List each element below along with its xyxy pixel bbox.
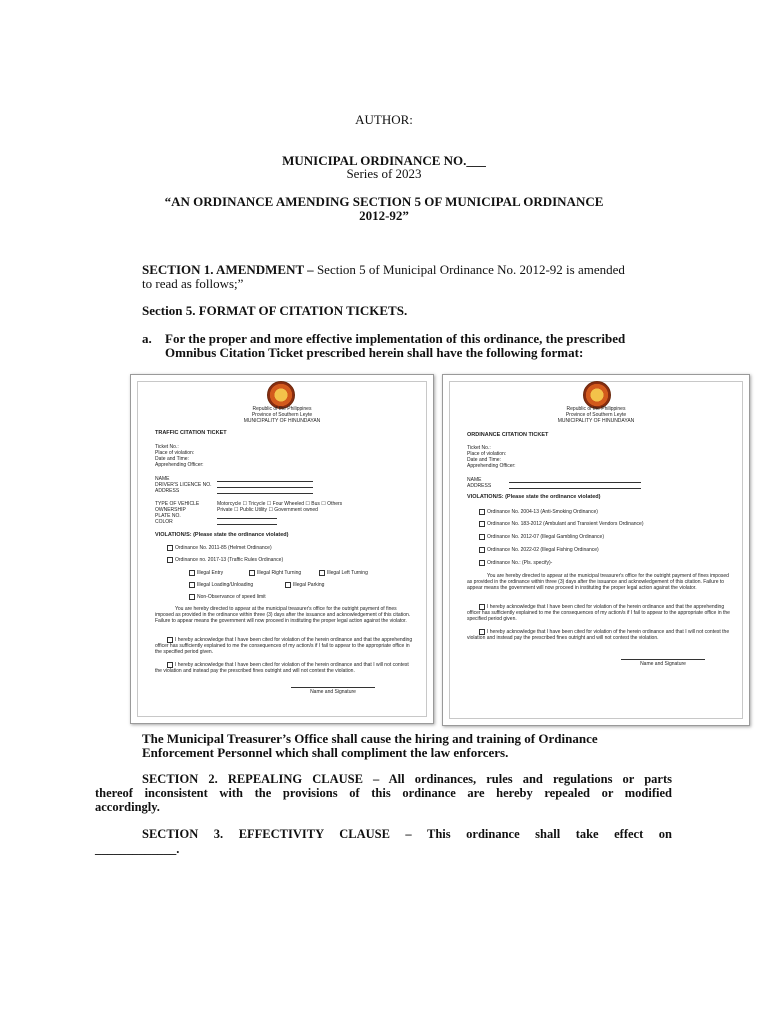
ticket-republic: Republic of the Philippines [252,406,312,412]
checkbox-icon [319,570,325,576]
ticket-ordinance-option: Ordinance No. 183-2012 (Ambulant and Transient Vendors Ordinance) [487,521,644,527]
ticket-vehicle-label: TYPE OF VEHICLE [155,501,200,507]
ticket-directive: You are hereby directed to appear at the municipal treasurer's office for the outright payment of fines imposed as provided in the ordinance within three (3) days after the issuance and acknowledgement of this citation. Failure to appear means the government will now proceed in instituting the proper legal action against the violator. [467,573,729,591]
ticket-ordinance-option: Ordinance No. 2012-07 (Illegal Gambling Ordinance) [487,534,605,540]
section1-text-line2: to read as follows;” [142,276,244,291]
ticket-sub-option: Illegal Right Turning [257,570,302,576]
ticket-title: ORDINANCE CITATION TICKET [467,432,549,438]
ticket-vehicle-types: Motorcycle ☐ Tricycle ☐ Four Wheeled ☐ Bus ☐ Others [217,501,343,507]
ticket-ordinance-option: Ordinance No.: (Pls. specify)- [487,560,553,566]
ordinance-title-line1: “AN ORDINANCE AMENDING SECTION 5 OF MUNICIPAL ORDINANCE [164,194,604,209]
checkbox-icon [479,521,485,527]
item-a-line1: For the proper and more effective implementation of this ordinance, the prescribed [165,331,626,346]
section3-line2: _____________. [95,842,180,856]
ticket-sub-option: Illegal Parking [293,582,325,588]
ticket-field: Place of violation: [467,451,507,457]
ticket-field: Ticket No.: [155,444,179,450]
ticket-signature-label: Name and Signature [310,689,356,695]
ticket-province: Province of Southern Leyte [565,412,627,418]
checkbox-icon [167,545,173,551]
ticket-sub-option: Illegal Left Turning [327,570,368,576]
ticket-field: Date and Time: [467,457,501,463]
ticket-province: Province of Southern Leyte [251,412,313,418]
municipal-seal-icon [583,381,611,409]
ordinance-title-line2: 2012-92” [359,208,409,223]
ticket-directive: You are hereby directed to appear at the municipal treasurer's office for the outright payment of fines imposed as provided in the ordinance within three (3) days after the issuance and acknowledgement of this citation. Failure to appear means the government will now proceed in instituting the proper legal action against the violator. [155,606,411,624]
ticket-ordinance-option: Ordinance No. 2022-02 (Illegal Fishing Ordinance) [487,547,599,553]
ticket-acknowledgement: I hereby acknowledge that I have been cited for violation of the herein ordinance and that the apprehending officer has sufficiently explained to me the consequences of my action/s if I fail to appear to the appropriate office in the specified period given. [467,604,730,622]
ticket-acknowledgement: I hereby acknowledge that I have been cited for violation of the herein ordinance and that the apprehending officer has sufficiently explained to me the consequences of my action/s if I fail to appear to the appropriate office in the specified period given. [155,637,413,655]
ticket-info-label: ADDRESS [155,488,180,494]
ticket-violations-heading: VIOLATION/S: (Please state the ordinance violated) [155,532,289,538]
ticket-ordinance-option: Ordinance no. 2017-13 (Traffic Rules Ordinance) [175,557,284,563]
checkbox-icon [479,560,485,566]
ticket-sub-option: Illegal Entry [197,570,224,576]
ticket-municipality: MUNICIPALITY OF HINUNDAYAN [243,418,321,424]
checkbox-icon [479,547,485,553]
ticket-field: Ticket No.: [467,445,491,451]
ticket-info-label: NAME [467,477,482,483]
ticket-info-label: DRIVER'S LICENCE NO. [155,482,212,488]
ticket-vehicle-label: COLOR [155,519,173,525]
traffic-citation-ticket-image [130,374,434,724]
ticket-vehicle-label: OWNERSHIP [155,507,186,513]
treasurer-note-line2: Enforcement Personnel which shall compliment the law enforcers. [142,745,509,760]
checkbox-icon [285,582,291,588]
ticket-sub-option: Illegal Loading/Unloading [197,582,254,588]
ticket-acknowledgement: I hereby acknowledge that I have been cited for violation of the herein ordinance and that I will not contest the violation and instead pay the prescribed fines outright and will not contest the violation. [467,629,730,641]
ticket-ordinance-option: Ordinance No. 2011-85 (Helmet Ordinance) [175,545,272,551]
section1-text-line1: Section 5 of Municipal Ordinance No. 2012-92 is amended [313,262,625,277]
checkbox-icon [479,509,485,515]
ticket-field: Apprehending Officer: [155,462,204,468]
ticket-field: Apprehending Officer: [467,463,516,469]
section5-heading: Section 5. FORMAT OF CITATION TICKETS. [142,303,408,318]
ticket-field: Place of violation: [155,450,195,456]
section2-line2: thereof inconsistent with the provisions of this ordinance are hereby repealed or modified [95,786,672,800]
ticket-vehicle-label: PLATE NO. [155,513,181,519]
ticket-municipality: MUNICIPALITY OF HINUNDAYAN [557,418,635,424]
section2-line1: SECTION 2. REPEALING CLAUSE – All ordinances, rules and regulations or parts [142,772,672,786]
checkbox-icon [189,582,195,588]
item-a-marker: a. [142,331,152,346]
checkbox-icon [167,557,173,563]
checkbox-icon [479,534,485,540]
ordinance-citation-ticket-image [442,374,750,726]
ticket-republic: Republic of the Philippines [566,406,626,412]
checkbox-icon [189,594,195,600]
section2-line3: accordingly. [95,800,160,814]
ticket-ordinance-option: Ordinance No. 2004-13 (Anti-Smoking Ordinance) [487,509,598,515]
author-label: AUTHOR: [355,112,413,127]
ticket-title: TRAFFIC CITATION TICKET [155,430,227,436]
ticket-info-label: ADDRESS [467,483,492,489]
section3-line1: SECTION 3. EFFECTIVITY CLAUSE – This ordinance shall take effect on [142,827,672,841]
ticket-info-label: NAME [155,476,170,482]
ticket-ownership: Private ☐ Public Utility ☐ Government owned [217,507,318,513]
ticket-field: Date and Time: [155,456,189,462]
item-a-line2: Omnibus Citation Ticket prescribed herein shall have the following format: [165,345,584,360]
ordinance-number: MUNICIPAL ORDINANCE NO.___ [282,153,486,168]
municipal-seal-icon [267,381,295,409]
series-year: Series of 2023 [346,166,422,181]
ticket-violations-heading: VIOLATION/S: (Please state the ordinance violated) [467,494,601,500]
ticket-acknowledgement: I hereby acknowledge that I have been cited for violation of the herein ordinance and that I will not contest the violation and instead pay the prescribed fines outright and will not contest the violation. [155,662,409,674]
checkbox-icon [189,570,195,576]
ticket-sub-option: Non-Observance of speed limit [197,594,266,600]
checkbox-icon [249,570,255,576]
treasurer-note-line1: The Municipal Treasurer’s Office shall cause the hiring and training of Ordinance [142,731,598,746]
section1-paragraph [142,262,625,277]
section1-heading: SECTION 1. AMENDMENT – [142,262,314,277]
ticket-signature-label: Name and Signature [640,661,686,667]
